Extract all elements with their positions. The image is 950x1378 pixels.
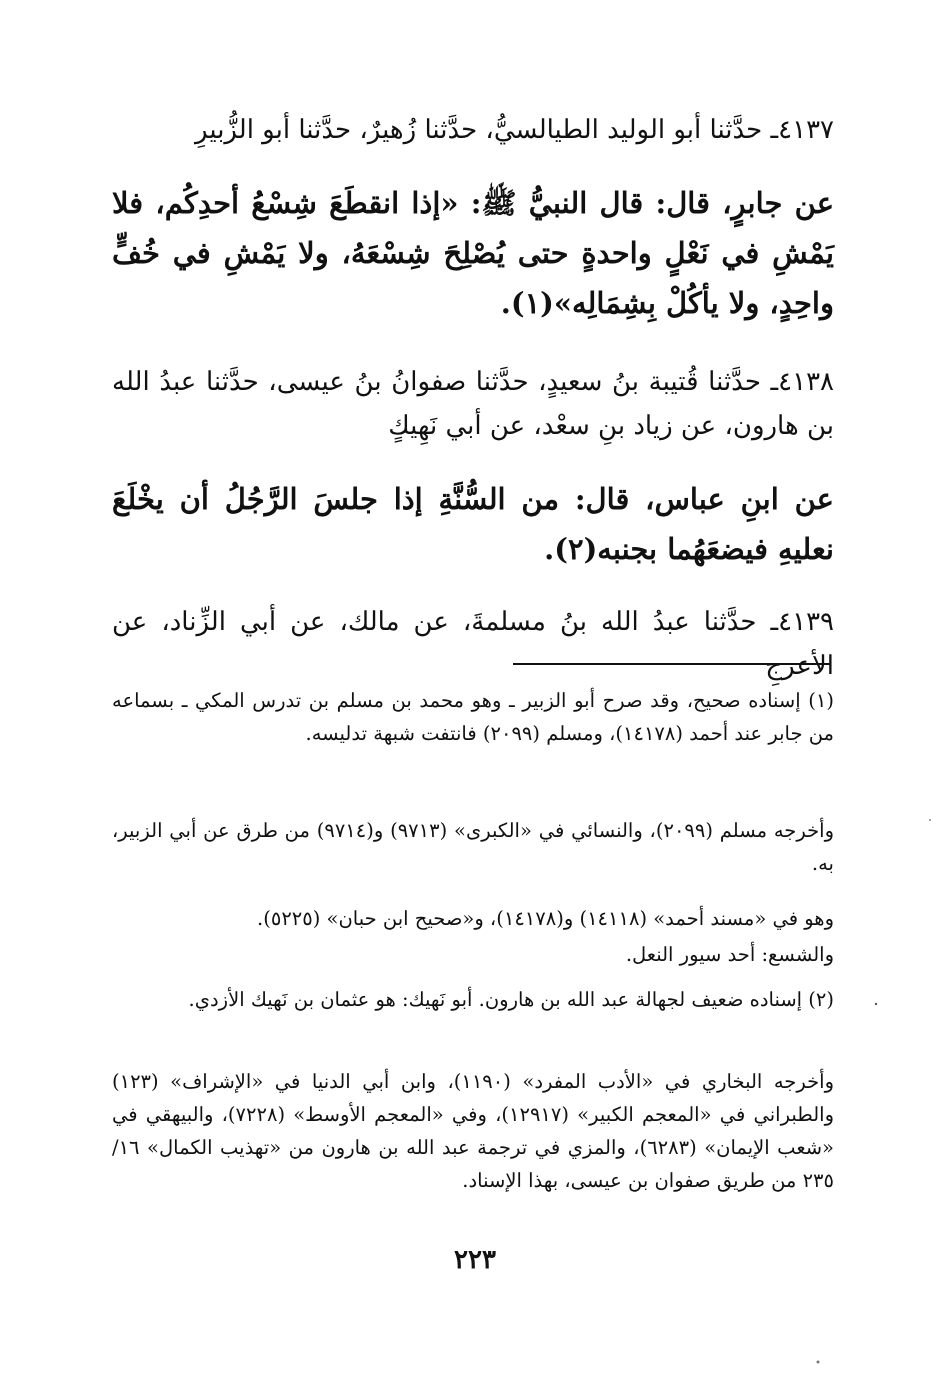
hadith-4137-matn: عن جابرٍ، قال: قال النبيُّ ﷺ: «إذا انقطَعَ شِسْعُ أحدِكُم، فلا يَمْشِ في نَعْلٍ واحدةٍ حتى يُصْلِحَ شِسْعَهُ، ولا يَمْشِ في خُفٍّ واحِدٍ، ولا يأكُلْ بِشِمَالِه»(١).: [112, 186, 834, 320]
footnote-1-grading: (١) إسناده صحيح، وقد صرح أبو الزبير ـ وهو محمد بن مسلم بن تدرس المكي ـ بسماعه من جابر عند أحمد (١٤١٧٨)، ومسلم (٢٠٩٩) فانتفت شبهة تدليسه.: [112, 689, 834, 745]
hadith-4139-chain: ٤١٣٩ـ حدَّثنا عبدُ الله بنُ مسلمةَ، عن مالك، عن أبي الزِّناد، عن الأعرجِ: [112, 607, 834, 681]
hadith-4138-matn: عن ابنِ عباس، قال: من السُّنَّةِ إذا جلسَ الرَّجُلُ أن يخْلَعَ نعليهِ فيضعَهُما بجنبه(٢).: [112, 482, 834, 566]
hadith-4137-chain: ٤١٣٧ـ حدَّثنا أبو الوليد الطيالسيُّ، حدَّثنا زُهيرٌ، حدَّثنا أبو الزُّبيرِ: [195, 115, 834, 145]
page-number: ٢٢٣: [454, 1245, 496, 1275]
footnote-2-grading: (٢) إسناده ضعيف لجهالة عبد الله بن هارون. أبو نَهيك: هو عثمان بن نَهيك الأزدي.: [188, 988, 834, 1011]
hadith-4138-chain: ٤١٣٨ـ حدَّثنا قُتيبة بنُ سعيدٍ، حدَّثنا صفوانُ بنُ عيسى، حدَّثنا عبدُ الله بن هارون، عن زياد بنِ سعْد، عن أبي نَهِيكٍ: [112, 367, 834, 441]
footnote-1-definition: والشسع: أحد سيور النعل.: [625, 943, 834, 966]
footnote-1-takhrij: وأخرجه مسلم (٢٠٩٩)، والنسائي في «الكبرى» (٩٧١٣) و(٩٧١٤) من طرق عن أبي الزبير، به.: [112, 819, 835, 875]
footnote-1-musnad: وهو في «مسند أحمد» (١٤١١٨) و(١٤١٧٨)، و«صحيح ابن حبان» (٥٢٢٥).: [257, 907, 834, 930]
footnote-2-takhrij: وأخرجه البخاري في «الأدب المفرد» (١١٩٠)، وابن أبي الدنيا في «الإشراف» (١٢٣) والطبراني في «المعجم الكبير» (١٢٩١٧)، وفي «المعجم الأوسط» (٧٢٢٨)، والبيهقي في «شعب الإيمان» (٦٢٨٣)، والمزي في ترجمة عبد الله بن هارون من «تهذيب الكمال» ١٦/ ٢٣٥ من طريق صفوان بن عيسى، بهذا الإسناد.: [112, 1070, 834, 1192]
